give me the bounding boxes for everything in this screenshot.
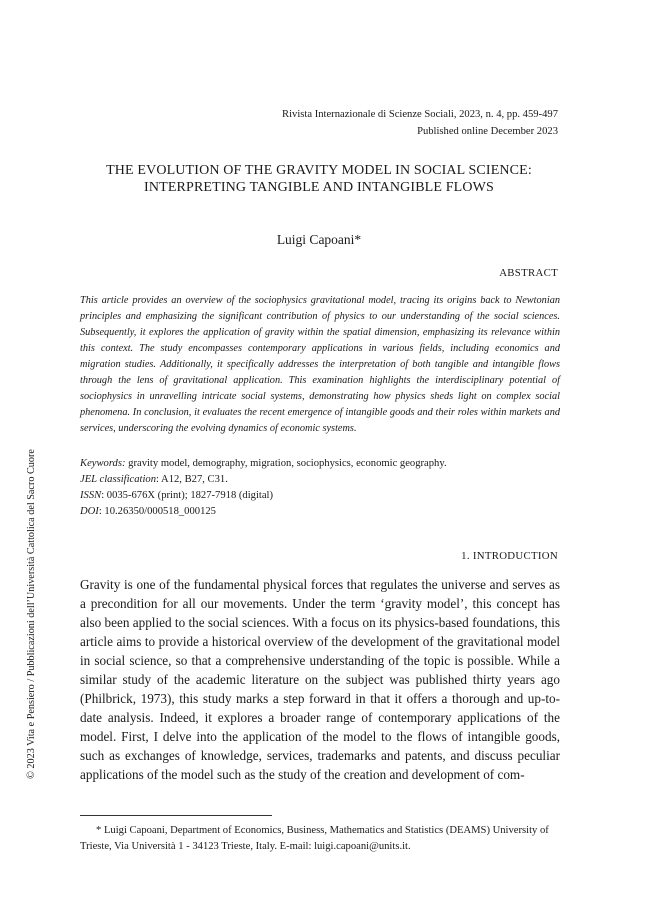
publication-date: Published online December 2023 — [417, 126, 558, 137]
keywords-label: Keywords: — [80, 458, 126, 469]
doi-value: : 10.26350/000518_000125 — [98, 506, 216, 517]
journal-citation: Rivista Internazionale di Scienze Sociali, 2023, n. 4, pp. 459-497 — [282, 109, 558, 120]
title-line-1: THE EVOLUTION OF THE GRAVITY MODEL IN SOCIAL SCIENCE: — [106, 163, 532, 178]
doi-line — [80, 504, 447, 520]
author-name: Luigi Capoani* — [276, 232, 362, 247]
jel-line — [80, 472, 447, 488]
keywords-line — [80, 456, 447, 472]
journal-reference — [282, 106, 558, 140]
jel-value: : A12, B27, C31. — [156, 474, 228, 485]
keywords-value: gravity model, demography, migration, sociophysics, economic geography. — [125, 458, 447, 469]
copyright-notice: © 2023 Vita e Pensiero / Pubblicazioni dell’Università Cattolica del Sacro Cuore — [26, 449, 37, 779]
footnote-divider — [80, 815, 272, 816]
doi-label: DOI — [80, 506, 99, 517]
abstract-text: This article provides an overview of the sociophysics gravitational model, tracing its origins back to Newtonian principles and emphasizing the significant contribution of physics to our understanding of the social sciences. Subsequently, it explores the application of gravity within the spatial dimension, emphasizing its relevance within this context. The study encompasses contemporary applications in various fields, including economics and migration studies. Additionally, it specifically addresses the interpretation of both tangible and intangible flows through the lens of gravitational application. This examination highlights the interdisciplinary potential of sociophysics in unravelling intricate social systems, demonstrating how physics sheds light on complex social phenomena. In conclusion, it evaluates the recent emergence of intangible goods and their roles within markets and services, underscoring the evolving dynamics of economic systems. — [80, 295, 560, 434]
article-metadata — [80, 456, 447, 520]
author-footnote: * Luigi Capoani, Department of Economics, Business, Mathematics and Statistics (DEAMS) University of Trieste, Via Università 1 - 34123 Trieste, Italy. E-mail: luigi.capoani@units.it. — [80, 825, 549, 852]
issn-value: : 0035-676X (print); 1827-7918 (digital) — [101, 490, 274, 501]
abstract-heading: ABSTRACT — [499, 267, 558, 279]
title-line-2: INTERPRETING TANGIBLE AND INTANGIBLE FLOWS — [144, 180, 494, 195]
section-heading: 1. INTRODUCTION — [461, 550, 558, 562]
issn-label: ISSN — [80, 490, 102, 501]
issn-line — [80, 488, 447, 504]
paper-title — [80, 162, 558, 196]
jel-label: JEL classification — [80, 474, 157, 485]
introduction-text: Gravity is one of the fundamental physical forces that regulates the universe and serves as a precondition for all our movements. Under the term ‘gravity model’, this concept has also been applied to the social sciences. With a focus on its physics-based foundations, this article aims to provide a historical overview of the development of the gravitational model in social science, so that a comprehensive understanding of the topic is possible. While a similar study of the academic literature on the subject was published thirty years ago (Philbrick, 1973), this study marks a step forward in that it offers a thorough and up-to-date analysis. Indeed, it explores a broader range of contemporary applications of the model. First, I delve into the application of the model to the flows of intangible goods, such as exchanges of knowledge, services, trademarks and patents, and discuss peculiar applications of the model such as the study of the creation and development of com- — [80, 577, 560, 782]
